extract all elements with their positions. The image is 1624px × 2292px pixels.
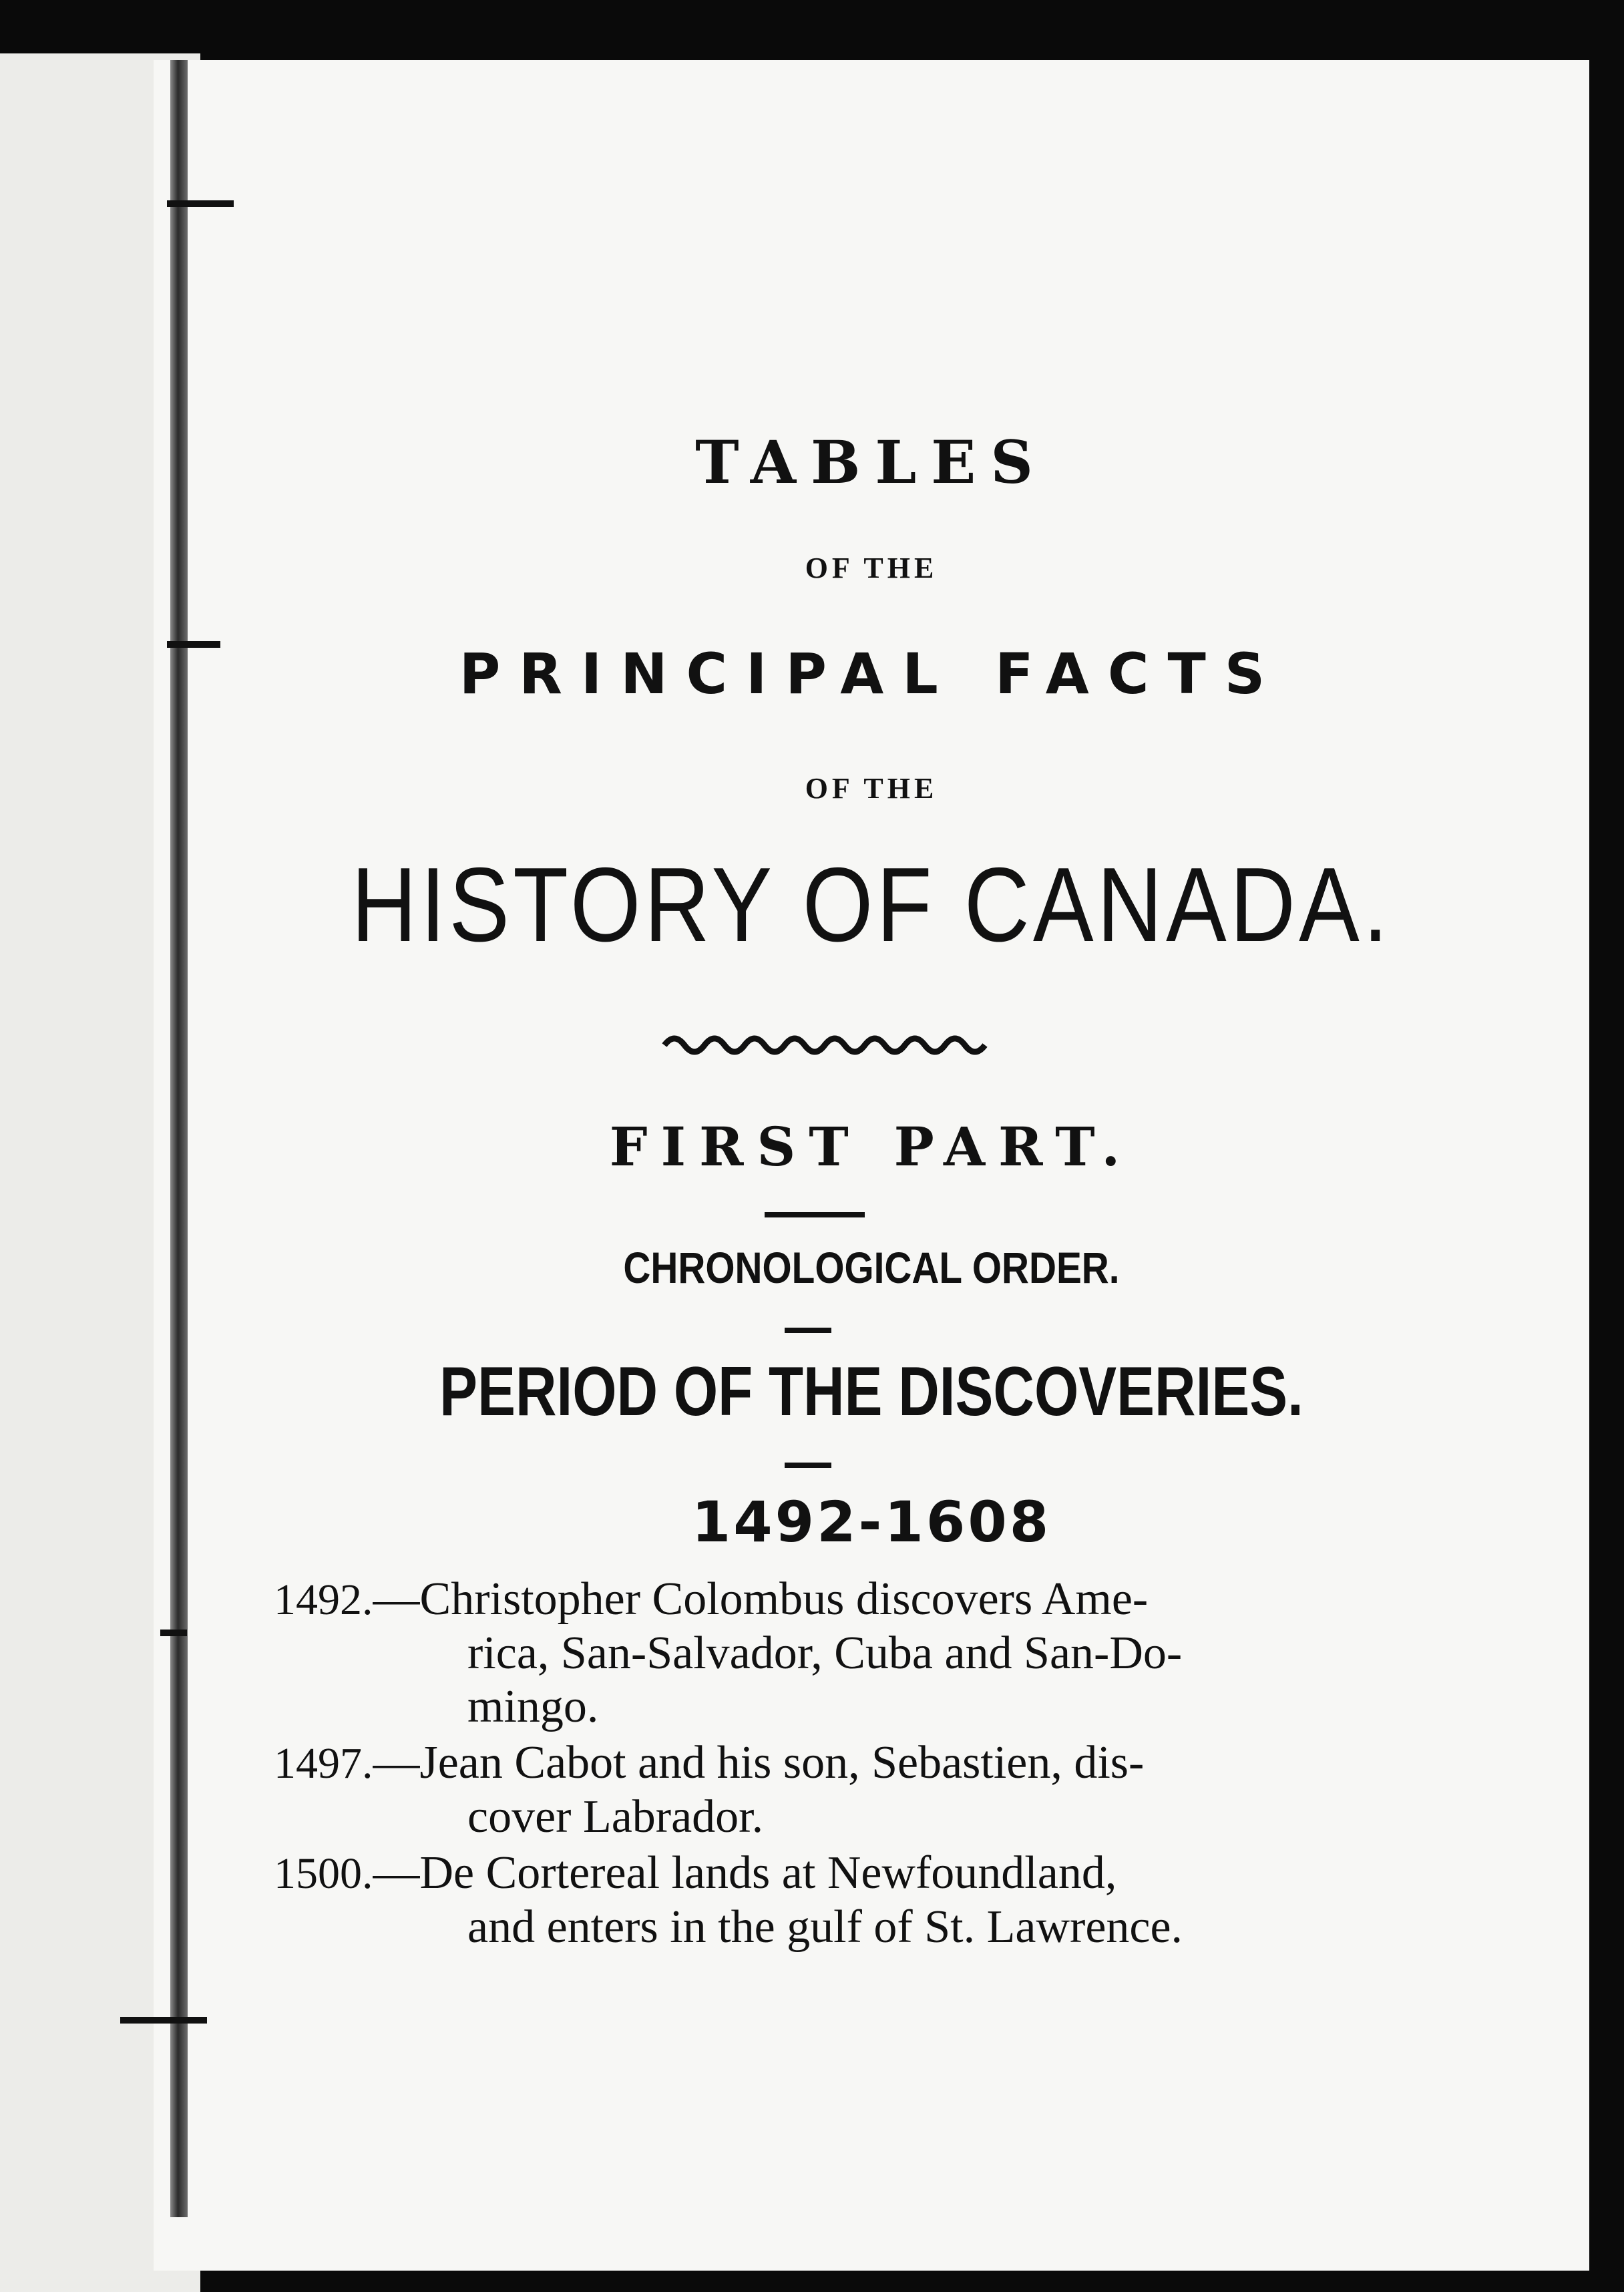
entry-text-continued: mingo. [467, 1681, 599, 1732]
wavy-ornament [661, 1025, 988, 1065]
divider-rule [765, 1212, 865, 1217]
entry-text-continued: cover Labrador. [467, 1791, 764, 1843]
title-tables: TABLES [695, 427, 1048, 497]
entry-text-continued: and enters in the gulf of St. Lawrence. [467, 1901, 1183, 1953]
binding-stitch [167, 200, 234, 207]
entry-text: —Jean Cabot and his son, Sebastien, dis- [373, 1737, 1145, 1788]
divider-rule [785, 1328, 831, 1333]
entry-year: 1497. [274, 1739, 373, 1788]
divider-rule [785, 1463, 831, 1468]
entry-1492 [274, 1573, 1329, 1734]
chronological-order-heading: CHRONOLOGICAL ORDER. [623, 1243, 1120, 1292]
entry-year: 1492. [274, 1575, 373, 1624]
period-heading: PERIOD OF THE DISCOVERIES. [439, 1353, 1303, 1430]
entry-1497 [274, 1736, 1329, 1844]
title-principal-facts: PRINCIPAL FACTS [459, 641, 1284, 707]
title-of-the-1: OF THE [805, 552, 938, 584]
entry-text: —Christopher Colombus discovers Ame- [373, 1573, 1149, 1625]
title-history-of-canada: HISTORY OF CANADA. [351, 846, 1392, 964]
entry-text: —De Cortereal lands at Newfoundland, [373, 1847, 1117, 1899]
period-years: 1492-1608 [691, 1489, 1052, 1555]
first-part-heading: FIRST PART. [609, 1115, 1134, 1178]
binding-stitch [160, 1630, 187, 1636]
binding-stitch [120, 2017, 207, 2024]
page-right-edge [1597, 93, 1624, 2292]
entry-text-continued: rica, San-Salvador, Cuba and San-Do- [467, 1628, 1183, 1679]
entry-1500 [274, 1847, 1329, 1954]
entry-year: 1500. [274, 1849, 373, 1898]
title-of-the-2: OF THE [805, 772, 938, 805]
